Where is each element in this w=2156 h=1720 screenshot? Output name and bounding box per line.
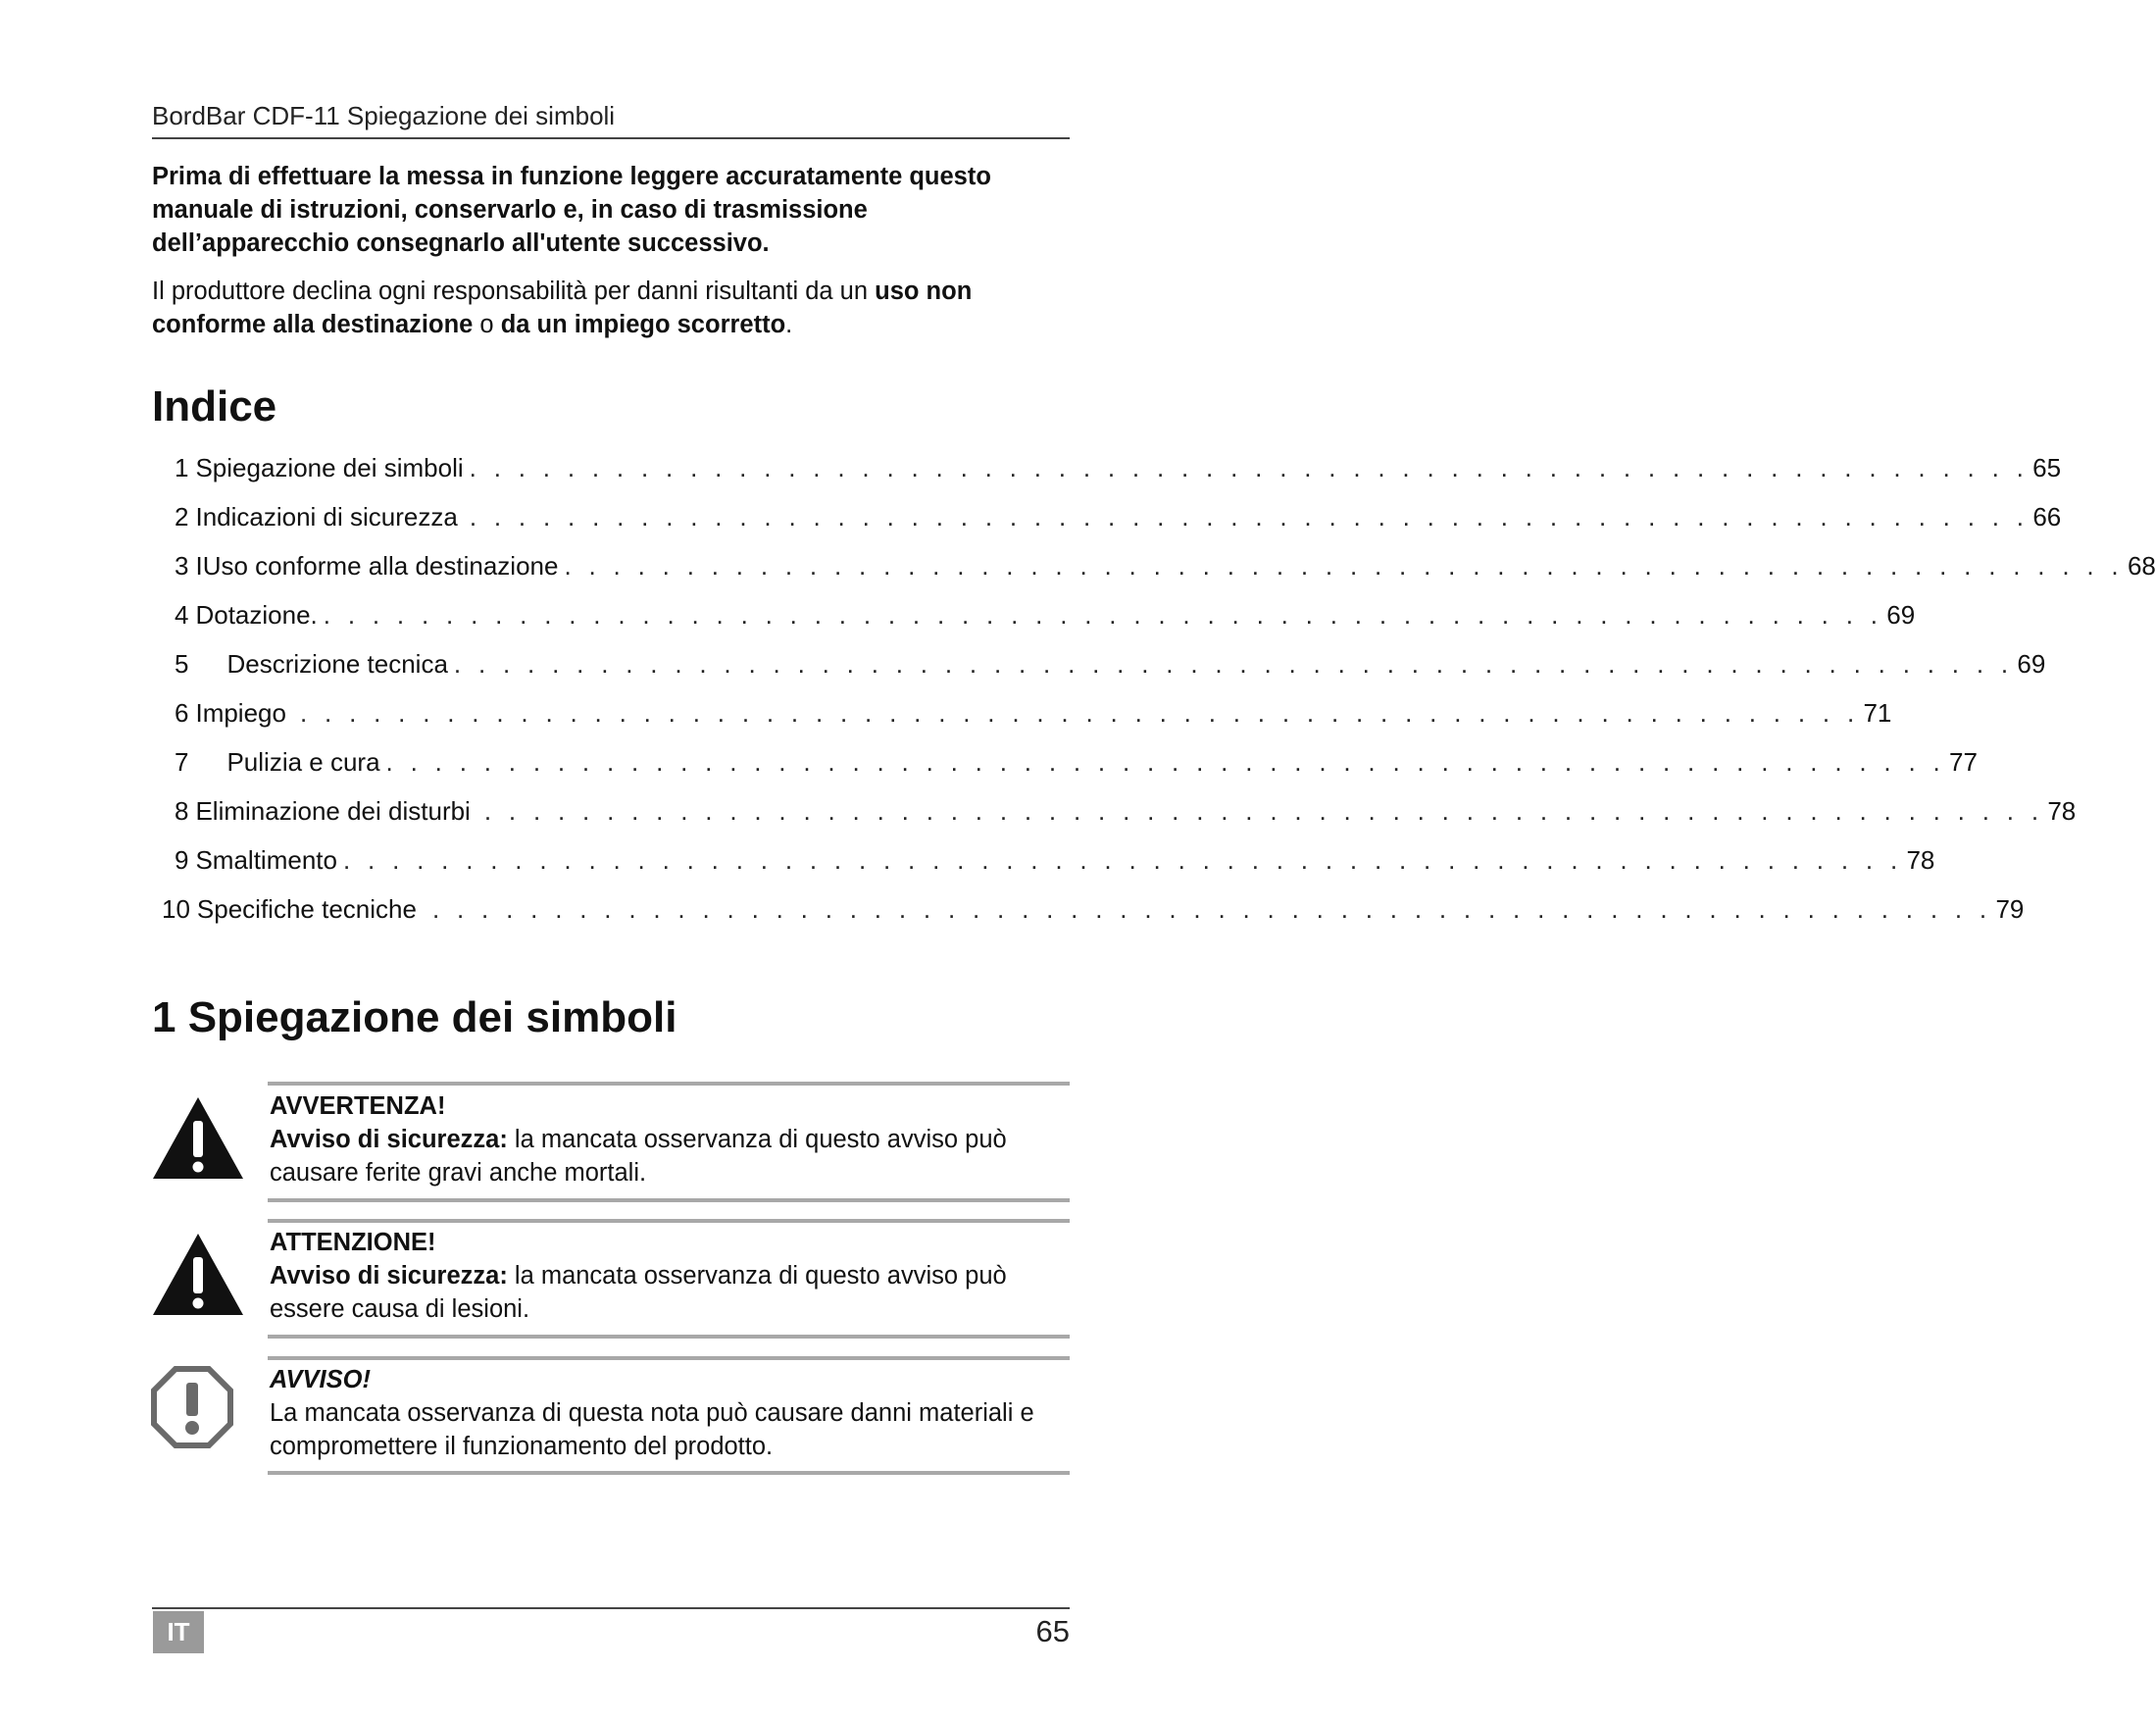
notice-title: AVVISO! <box>270 1366 371 1393</box>
toc-entry[interactable] <box>175 500 2062 533</box>
toc-entry-page: 69 <box>2017 649 2046 679</box>
toc-entry[interactable] <box>175 549 2156 582</box>
toc-entry-page: 71 <box>1863 698 1892 728</box>
notice-title: AVVERTENZA! <box>270 1092 446 1120</box>
notice-top-rule <box>268 1219 1070 1223</box>
notice-body <box>270 1396 1070 1463</box>
toc-entry-number: 7 <box>175 747 189 777</box>
notice-title: ATTENZIONE! <box>270 1229 436 1256</box>
warning-triangle-icon <box>150 1231 246 1318</box>
footer-divider <box>152 1607 1070 1609</box>
notice-bottom-rule <box>268 1335 1070 1339</box>
toc-entry[interactable] <box>175 696 1892 730</box>
notice-notice <box>270 1363 1070 1463</box>
toc-entry-page: 69 <box>1886 600 1916 630</box>
toc-entry[interactable] <box>175 794 2077 828</box>
toc-entry-page: 78 <box>2047 796 2077 826</box>
notice-body <box>270 1259 1070 1326</box>
disclaimer-bold-2: da un impiego scorretto <box>500 311 786 338</box>
toc-entry-title: Specifiche tecniche <box>196 894 417 924</box>
toc-leader-dots: . . . . . . . . . . . . . . . . . . . . . . . . . . . . . . . . . . . . . . . . . . . . . . . . . . . . . . . . . . . . . . . . <box>483 796 2044 826</box>
toc-leader-dots: . . . . . . . . . . . . . . . . . . . . . . . . . . . . . . . . . . . . . . . . . . . . . . . . . . . . . . . . . . . . . . . . <box>469 502 2030 531</box>
notice-caution <box>270 1226 1070 1326</box>
page-number: 65 <box>1035 1614 1070 1648</box>
disclaimer-paragraph <box>152 275 1070 341</box>
notice-top-rule <box>268 1356 1070 1360</box>
toc-leader-dots: . . . . . . . . . . . . . . . . . . . . . . . . . . . . . . . . . . . . . . . . . . . . . . . . . . . . . . . . . . . . . . . . <box>564 551 2124 581</box>
intro-bold-paragraph: Prima di effettuare la messa in funzione leggere accuratamente questo manuale di istruzioni, conservarlo e, in caso di trasmissione dell’apparecchio consegnarlo all'utente successivo. <box>152 163 991 257</box>
toc-entry[interactable] <box>175 843 1935 877</box>
toc-entry-number: 10 <box>162 894 190 924</box>
toc-entry-title: Smaltimento <box>195 845 337 875</box>
toc-entry-number: 4 <box>175 600 189 630</box>
notice-bottom-rule <box>268 1198 1070 1202</box>
disclaimer-text-2: o <box>473 311 501 338</box>
toc-entry-title: Pulizia e cura <box>226 747 380 777</box>
toc-entry-number: 6 <box>175 698 189 728</box>
toc-entry-page: 78 <box>1906 845 1935 875</box>
toc-entry-title: IUso conforme alla destinazione <box>195 551 559 581</box>
toc-leader-dots: . . . . . . . . . . . . . . . . . . . . . . . . . . . . . . . . . . . . . . . . . . . . . . . . . . . . . . . . . . . . . . . . <box>431 894 1992 924</box>
notice-text: la mancata osservanza di questo avviso può causare ferite gravi anche mortali. <box>270 1126 1007 1187</box>
toc-entry-page: 66 <box>2032 502 2062 531</box>
toc-entry-page: 79 <box>1995 894 2025 924</box>
toc-leader-dots: . . . . . . . . . . . . . . . . . . . . . . . . . . . . . . . . . . . . . . . . . . . . . . . . . . . . . . . . . . . . . . . . <box>342 845 1903 875</box>
toc-entry-page: 68 <box>2127 551 2156 581</box>
toc-entry-title: Descrizione tecnica <box>226 649 448 679</box>
toc-entry-number: 1 <box>175 453 189 482</box>
toc-entry[interactable] <box>175 451 2062 484</box>
section-heading: 1 Spiegazione dei simboli <box>152 993 677 1041</box>
notice-bottom-rule <box>268 1471 1070 1475</box>
toc-leader-dots: . . . . . . . . . . . . . . . . . . . . . . . . . . . . . . . . . . . . . . . . . . . . . . . . . . . . . . . . . . . . . . . . <box>323 600 1883 630</box>
page-header-title: BordBar CDF-11 Spiegazione dei simboli <box>152 101 616 130</box>
notice-top-rule <box>268 1082 1070 1086</box>
toc-entry-number: 2 <box>175 502 189 531</box>
notice-lead: Avviso di sicurezza: <box>270 1262 508 1290</box>
toc-entry[interactable] <box>175 647 2046 681</box>
notice-lead: Avviso di sicurezza: <box>270 1126 508 1153</box>
toc-entry[interactable] <box>175 598 1916 632</box>
toc-entry-page: 65 <box>2032 453 2062 482</box>
toc-entry-page: 77 <box>1949 747 1978 777</box>
notice-text: La mancata osservanza di questa nota può causare danni materiali e compromettere il funzionamento del prodotto. <box>270 1399 1034 1460</box>
disclaimer-text-3: . <box>785 311 793 338</box>
toc-leader-dots: . . . . . . . . . . . . . . . . . . . . . . . . . . . . . . . . . . . . . . . . . . . . . . . . . . . . . . . . . . . . . . . . <box>469 453 2030 482</box>
toc-entry[interactable] <box>175 745 1978 779</box>
toc-entry-number: 9 <box>175 845 189 875</box>
notice-text: la mancata osservanza di questo avviso può essere causa di lesioni. <box>270 1262 1007 1323</box>
toc-leader-dots: . . . . . . . . . . . . . . . . . . . . . . . . . . . . . . . . . . . . . . . . . . . . . . . . . . . . . . . . . . . . . . . . <box>299 698 1860 728</box>
header-divider <box>152 137 1070 139</box>
toc-entry-title: Impiego <box>195 698 286 728</box>
toc-leader-dots: . . . . . . . . . . . . . . . . . . . . . . . . . . . . . . . . . . . . . . . . . . . . . . . . . . . . . . . . . . . . . . . . <box>453 649 2014 679</box>
notice-warning <box>270 1089 1070 1189</box>
disclaimer-bold-1: uso non conforme alla destinazione <box>152 278 973 338</box>
toc-leader-dots: . . . . . . . . . . . . . . . . . . . . . . . . . . . . . . . . . . . . . . . . . . . . . . . . . . . . . . . . . . . . . . . . <box>385 747 1946 777</box>
toc-entry[interactable] <box>162 892 2025 926</box>
disclaimer-text-1: Il produttore declina ogni responsabilità per danni risultanti da un <box>152 278 876 305</box>
toc-entry-number: 5 <box>175 649 189 679</box>
language-badge: IT <box>153 1611 204 1653</box>
toc-entry-title: Eliminazione dei disturbi <box>195 796 471 826</box>
notice-body <box>270 1123 1070 1189</box>
warning-triangle-icon <box>150 1094 246 1182</box>
toc-entry-title: Indicazioni di sicurezza <box>195 502 458 531</box>
index-heading: Indice <box>152 382 277 430</box>
toc-entry-title: Dotazione. <box>195 600 318 630</box>
toc-entry-number: 3 <box>175 551 189 581</box>
toc-entry-number: 8 <box>175 796 189 826</box>
notice-octagon-icon <box>150 1365 234 1449</box>
toc-entry-title: Spiegazione dei simboli <box>195 453 464 482</box>
